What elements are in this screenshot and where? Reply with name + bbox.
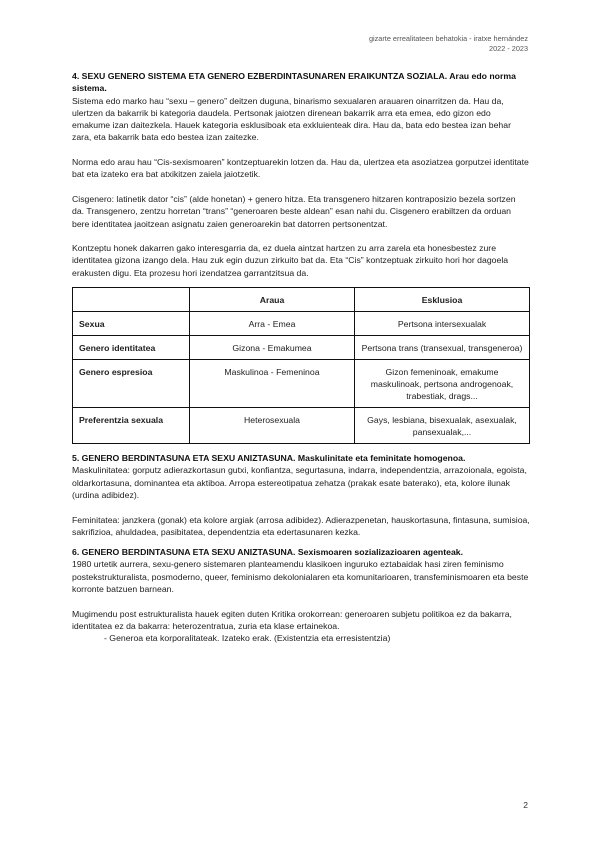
section5-paragraph-2: Feminitatea: janzkera (gonak) eta kolore argiak (arrosa adibidez). Adierazpenetan, hauskortasuna, fintasuna, sumisioa, sakrifizioa, ahuldadea, pasibitatea, dependentzia eta edertasunaren kezka. [72, 514, 530, 537]
cell-araua: Maskulinoa - Femeninoa [190, 360, 355, 408]
table-row [73, 336, 530, 360]
header-author-line: gizarte errealitateen behatokia - iratxe hernández [368, 34, 528, 43]
table-header-esklusioa: Esklusioa [355, 288, 530, 312]
section4-heading: 4. SEXU GENERO SISTEMA ETA GENERO EZBERDINTASUNAREN ERAIKUNTZA SOZIALA. Arau edo norma sistema. [72, 71, 516, 94]
section5-paragraph-1: Maskulinitatea: gorputz adierazkortasun gutxi, konfiantza, segurtasuna, indarra, independentzia, arrazoionala, egoista, oldarkortasuna, dominantea eta aktiboa. Arropa estereotipatua zehatza (prakak esate baterako), eta, kolore ilunak (urdina adibidez). [72, 465, 527, 500]
cell-esklusioa: Pertsona intersexualak [355, 312, 530, 336]
row-label-preferentzia-sexuala: Preferentzia sexuala [73, 408, 190, 444]
row-label-sexua: Sexua [73, 312, 190, 336]
section4-paragraph-2: Norma edo arau hau “Cis-sexismoaren” kontzeptuarekin lotzen da. Hau da, ulertzea eta asoziatzea gorputzei identitate bat eta izateko era bat atxikitzen zaiela jaiotzetik. [72, 157, 529, 180]
cell-araua: Heterosexuala [190, 408, 355, 444]
cell-esklusioa: Pertsona trans (transexual, transgeneroa) [355, 336, 530, 360]
section6-paragraph-2: Mugimendu post estrukturalista hauek egiten duten Kritika orokorrean: generoaren subjetu politikoa ez da bakarra, identitatea ez da bakarra: heterozentratua, zuria eta klase ertainekoa. [72, 608, 512, 631]
section6-paragraph-1: 1980 urtetik aurrera, sexu-genero sistemaren planteamendu klasikoen inguruko eztabaidak hasi ziren feminismo postekstrukturalista, posmoderno, queer, feminismo dekolonialaren eta komunitarioaren, transfeminismoaren eta beste korronte batzuen barnean. [72, 559, 529, 595]
cell-esklusioa: Gays, lesbiana, bisexualak, asexualak, pansexualak,... [355, 408, 530, 444]
cell-esklusioa: Gizon femeninoak, emakume maskulinoak, pertsona androgenoak, trabestiak, drags... [355, 360, 530, 408]
table-header-araua: Araua [190, 288, 355, 312]
section4-paragraph-3: Cisgenero: latinetik dator “cis” (alde honetan) + genero hitza. Eta transgenero hitzaren kontraposizio bezela sortzen da. Transgenero, zentzu horretan “trans” “generoaren beste aldean” esan nahi du. Cisgenero erabiltzen da orduan bere identitatea jaoitzean asignatu zaien generoarekin bat datorren pertsonentzat. [72, 193, 516, 229]
page-content [72, 70, 530, 645]
table-row [73, 360, 530, 408]
cell-araua: Arra - Emea [190, 312, 355, 336]
row-label-genero-espresioa: Genero espresioa [73, 360, 190, 408]
table-row [73, 312, 530, 336]
page-header [369, 34, 528, 54]
section4-paragraph-1: Sistema edo marko hau “sexu – genero” deitzen duguna, binarismo sexualaren arauaren oinarritzen da. Hau da, ulertzen da bakarrik bi kategoria daudela. Pertsonak jaiotzen direnean bakarrik arra eta emea, edo gizon edo emakume izan daitezkela. Hauek kategoria esklusiboak eta exkluienteak dira. Hau da, bata edo bestea izan behar zara, eta bakarrik bata edo bestea izan zaitezke. [72, 95, 511, 143]
cell-araua: Gizona - Emakumea [190, 336, 355, 360]
section6-heading: 6. GENERO BERDINTASUNA ETA SEXU ANIZTASUNA. Sexismoaren sozializazioaren agenteak. [72, 547, 464, 558]
gender-norm-table [72, 287, 530, 444]
row-label-genero-identitatea: Genero identitatea [73, 336, 190, 360]
table-header-row [73, 288, 530, 312]
table-row [73, 408, 530, 444]
section6-bullet-item: - Generoa eta korporalitateak. Izateko erak. (Existentzia eta erresistentzia) [104, 633, 391, 644]
header-year-line: 2022 - 2023 [489, 44, 528, 53]
page-number: 2 [523, 800, 528, 810]
section4-paragraph-4: Kontzeptu honek dakarren gako interesgarria da, ez duela aintzat hartzen zu arra zarela eta honesbestez zure identitatea gizona izango dela. Hau zuk egin duzun zirkuito bat da. Eta “Cis” kontzeptuak zirkuito hori hor dagoela erakusten digu. Eta prozesu hori izendatzea garrantzitsua da. [72, 243, 509, 278]
table-header-empty [73, 288, 190, 312]
section5-heading: 5. GENERO BERDINTASUNA ETA SEXU ANIZTASUNA. Maskulinitate eta feminitate homogenoa. [72, 453, 466, 464]
